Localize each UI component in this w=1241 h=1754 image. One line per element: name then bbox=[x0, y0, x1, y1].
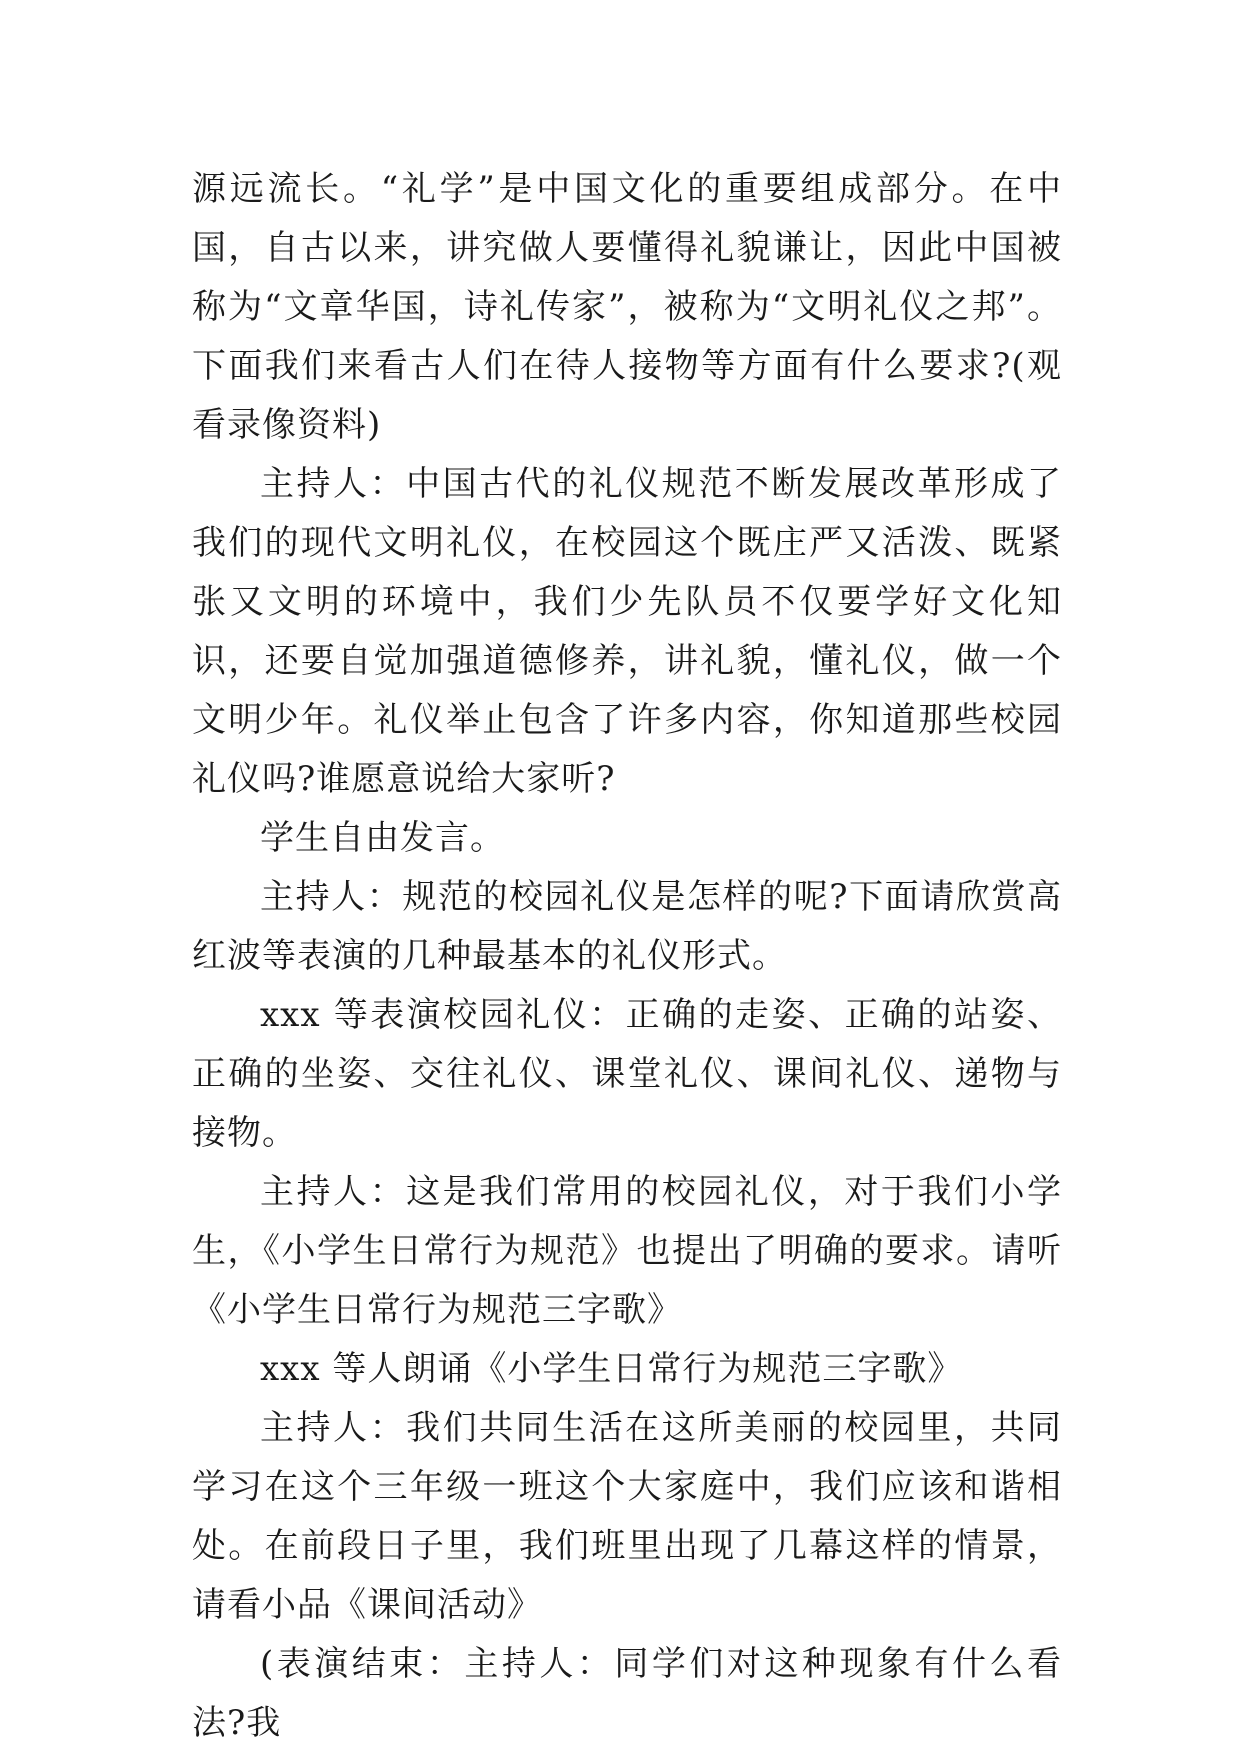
paragraph-6: 主持人：这是我们常用的校园礼仪，对于我们小学生，《小学生日常行为规范》也提出了明确的要求。请听《小学生日常行为规范三字歌》 bbox=[192, 1172, 1062, 1330]
paragraph-1: 源远流长。“礼学”是中国文化的重要组成部分。在中国，自古以来，讲究做人要懂得礼貌谦让，因此中国被称为“文章华国，诗礼传家”，被称为“文明礼仪之邦”。下面我们来看古人们在待人接物等方面有什么要求?(观看录像资料) bbox=[192, 169, 1062, 445]
paragraph-9: (表演结束：主持人：同学们对这种现象有什么看法?我 bbox=[192, 1644, 1062, 1743]
paragraph-3: 学生自由发言。 bbox=[260, 818, 505, 858]
paragraph-2: 主持人：中国古代的礼仪规范不断发展改革形成了我们的现代文明礼仪，在校园这个既庄严又活泼、既紧张又文明的环境中，我们少先队员不仅要学好文化知识，还要自觉加强道德修养，讲礼貌，懂礼仪，做一个文明少年。礼仪举止包含了许多内容，你知道那些校园礼仪吗?谁愿意说给大家听? bbox=[192, 464, 1062, 799]
document-body bbox=[192, 160, 1062, 1753]
paragraph-5: xxx 等表演校园礼仪：正确的走姿、正确的站姿、正确的坐姿、交往礼仪、课堂礼仪、课间礼仪、递物与接物。 bbox=[192, 995, 1062, 1153]
paragraph-4: 主持人：规范的校园礼仪是怎样的呢?下面请欣赏高红波等表演的几种最基本的礼仪形式。 bbox=[192, 877, 1062, 976]
paragraph-7: xxx 等人朗诵《小学生日常行为规范三字歌》 bbox=[260, 1349, 963, 1389]
paragraph-8: 主持人：我们共同生活在这所美丽的校园里，共同学习在这个三年级一班这个大家庭中，我们应该和谐相处。在前段日子里，我们班里出现了几幕这样的情景，请看小品《课间活动》 bbox=[192, 1408, 1062, 1625]
